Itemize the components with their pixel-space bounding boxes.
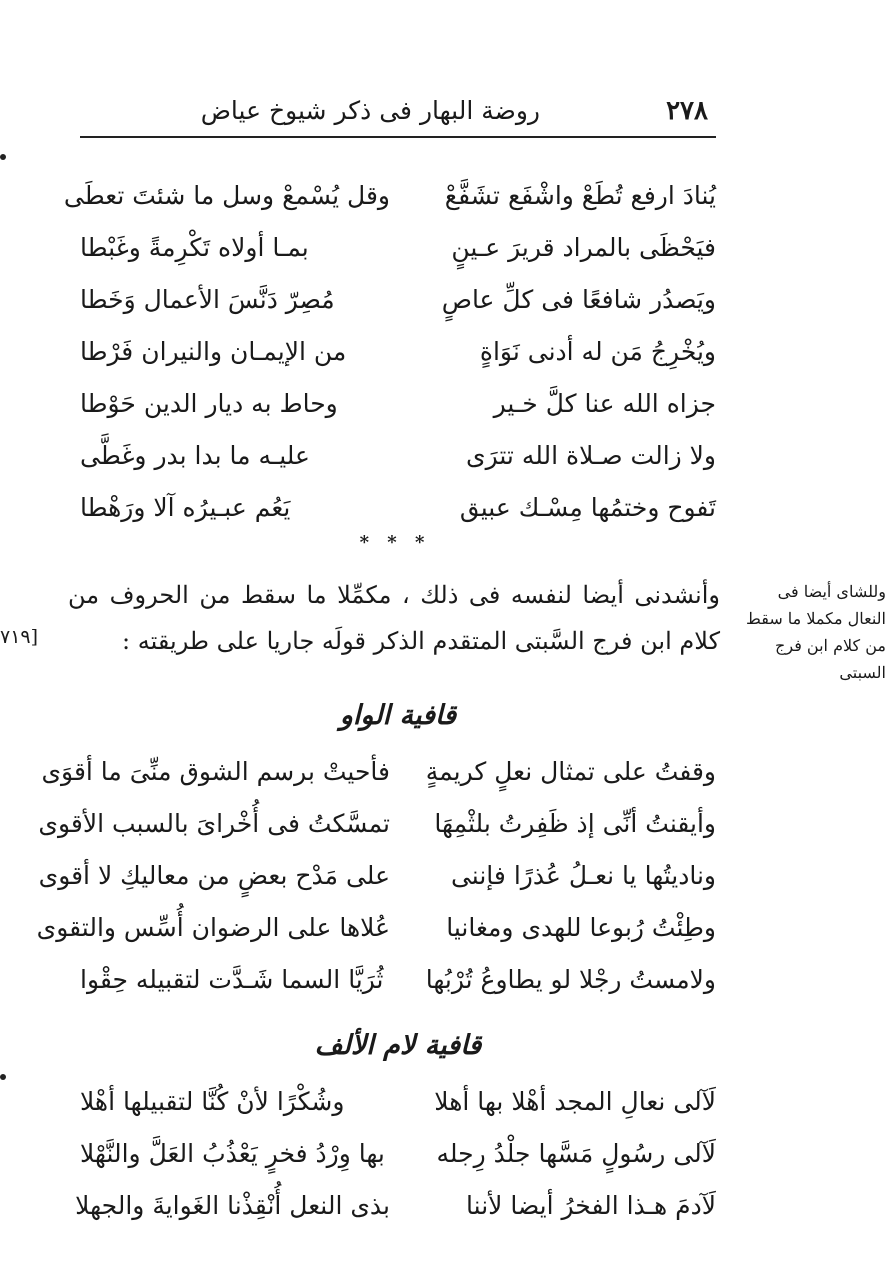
first-hemistich: وقفتُ على تمثال نعلٍ كريمةٍ bbox=[425, 757, 716, 786]
verse-line bbox=[80, 954, 716, 1006]
verse-line bbox=[80, 1128, 716, 1180]
second-hemistich: عُلاها على الرضوان أُسِّس والتقوى bbox=[36, 913, 390, 942]
verse-line bbox=[80, 482, 716, 534]
margin-mark bbox=[0, 154, 6, 160]
first-hemistich: لَآدمَ هـذا الفخرُ أيضا لأننا bbox=[466, 1191, 716, 1220]
second-hemistich: من الإيمـان والنيران فَرْطا bbox=[80, 337, 347, 366]
margin-mark bbox=[0, 1074, 6, 1080]
verse-line bbox=[75, 1180, 716, 1232]
second-hemistich: وحاط به ديار الدين حَوْطا bbox=[80, 389, 338, 418]
first-hemistich: ويَصدُر شافعًا فى كلِّ عاصٍ bbox=[441, 285, 716, 314]
verse-line bbox=[80, 1076, 716, 1128]
verse-line bbox=[80, 326, 716, 378]
first-hemistich: فيَحْظَى بالمراد قريرَ عـينٍ bbox=[451, 233, 716, 262]
section-heading-lam-alif: قافية لام الألف bbox=[314, 1030, 482, 1061]
verse-line bbox=[63, 170, 716, 222]
section-heading-waw: قافية الواو bbox=[339, 700, 457, 731]
second-hemistich: فأحيتْ برسم الشوق منِّىَ ما أقوَى bbox=[41, 757, 390, 786]
first-hemistich: ويُخْرِجُ مَن له أدنى نَوَاةٍ bbox=[479, 337, 716, 366]
page-header bbox=[80, 92, 716, 138]
poem-block-2 bbox=[36, 746, 716, 1006]
first-hemistich: يُنادَ ارفع تُطَعْ واشْفَع تشَفَّعْ bbox=[444, 181, 716, 210]
first-hemistich: لَآلى رسُولٍ مَسَّها جلْدُ رِجله bbox=[436, 1139, 716, 1168]
verse-line bbox=[80, 430, 716, 482]
second-hemistich: مُصِرّ دَنَّسَ الأعمال وَخَطا bbox=[80, 285, 335, 314]
verse-line bbox=[36, 902, 716, 954]
verse-line bbox=[38, 798, 716, 850]
first-hemistich: وناديتُها يا نعـلُ عُذرًا فإننى bbox=[450, 861, 716, 890]
second-hemistich: بمـا أولاه تَكْرِمةً وغَبْطا bbox=[80, 233, 309, 262]
second-hemistich: وقل يُسْمعْ وسل ما شئتَ تعطَى bbox=[63, 181, 390, 210]
first-hemistich: تَفوح وختمُها مِسْـك عبيق bbox=[459, 493, 716, 522]
poem-block-3 bbox=[75, 1076, 716, 1232]
intro-paragraph: وأنشدنى أيضا لنفسه فى ذلك ، مكمِّلا ما سقط من الحروف من كلام ابن فرج السَّبتى المتقدم الذكر قولَه جاريا على طريقته : bbox=[68, 581, 720, 655]
second-hemistich: على مَدْح بعضٍ من معاليكِ لا أقوى bbox=[38, 861, 390, 890]
poem-block-1 bbox=[63, 170, 716, 534]
verse-line bbox=[38, 850, 716, 902]
verse-line bbox=[80, 274, 716, 326]
margin-reference: [٧١٩ bbox=[0, 626, 39, 648]
second-hemistich: تمسَّكتُ فى أُخْراىَ بالسبب الأقوى bbox=[38, 809, 390, 838]
second-hemistich: يَعُم عبـيرُه آلا ورَهْطا bbox=[80, 493, 291, 522]
second-hemistich: عليـه ما بدا بدر وغَطَّى bbox=[80, 441, 310, 470]
verse-line bbox=[80, 222, 716, 274]
second-hemistich: بذى النعل أُنْقِذْنا الغَوايةَ والجهلا bbox=[75, 1191, 390, 1220]
first-hemistich: وأيقنتُ أنِّى إذ ظَفِرتُ بلثْمِهَا bbox=[434, 809, 716, 838]
first-hemistich: ولا زالت صـلاة الله تترَى bbox=[466, 441, 716, 470]
second-hemistich: ثُرَيَّا السما شَـدَّت لتقبيله حِقْوا bbox=[80, 965, 384, 994]
first-hemistich: وطِئْتُ رُبوعا للهدى ومغانيا bbox=[446, 913, 716, 942]
page-number: ٢٧٨ bbox=[666, 96, 708, 126]
margin-note: وللشاى أيضا فى النعال مكملا ما سقط من كلام ابن فرج السبتى bbox=[746, 582, 886, 682]
first-hemistich: ولامستُ رجْلا لو يطاوعُ تُرْبُها bbox=[425, 965, 716, 994]
verse-line bbox=[41, 746, 716, 798]
second-hemistich: وشُكْرًا لأنْ كُنَّا لتقبيلها أهْلا bbox=[80, 1087, 345, 1116]
second-hemistich: بها وِرْدُ فخرٍ يَعْذُبُ العَلَّ والنَّهْلا bbox=[80, 1139, 385, 1168]
section-separator: * * * bbox=[359, 532, 431, 553]
running-title: روضة البهار فى ذكر شيوخ عياض bbox=[200, 96, 540, 125]
first-hemistich: جزاه الله عنا كلَّ خـير bbox=[493, 389, 716, 418]
verse-line bbox=[80, 378, 716, 430]
first-hemistich: لَآلى نعالِ المجد أهْلا بها أهلا bbox=[434, 1087, 716, 1116]
